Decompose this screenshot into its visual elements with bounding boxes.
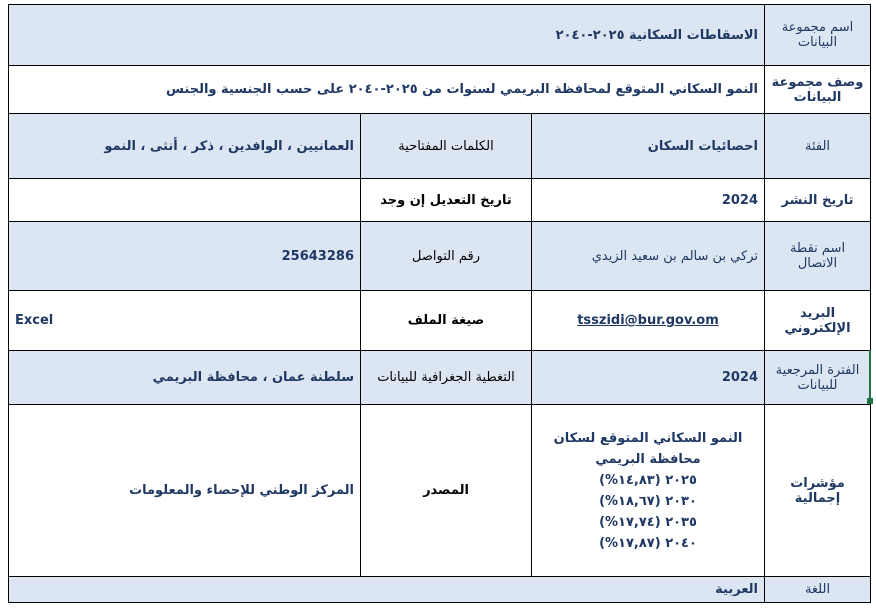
phone-value[interactable]: 25643286 bbox=[9, 222, 361, 291]
keywords-label[interactable]: الكلمات المفتاحية bbox=[361, 114, 532, 179]
row-language bbox=[9, 577, 871, 603]
dataset-name-value[interactable]: الاسقاطات السكانية ٢٠٢٥-٢٠٤٠ bbox=[9, 5, 765, 66]
row-indicators bbox=[9, 405, 871, 577]
selection-fill-handle[interactable] bbox=[867, 398, 873, 404]
modified-date-label[interactable]: تاريخ التعديل إن وجد bbox=[361, 179, 532, 222]
contact-name-label[interactable]: اسم نقطة الاتصال bbox=[765, 222, 871, 291]
geo-coverage-label[interactable]: التغطية الجغرافية للبيانات bbox=[361, 351, 532, 405]
language-value[interactable]: العربية bbox=[9, 577, 765, 603]
category-value[interactable]: احصائيات السكان bbox=[532, 114, 765, 179]
row-dataset-desc bbox=[9, 66, 871, 114]
language-label[interactable]: اللغة bbox=[765, 577, 871, 603]
email-label[interactable]: البريد الإلكتروني bbox=[765, 291, 871, 351]
period-label[interactable]: الفترة المرجعية للبيانات bbox=[765, 351, 871, 405]
phone-label[interactable]: رقم التواصل bbox=[361, 222, 532, 291]
source-value[interactable]: المركز الوطني للإحصاء والمعلومات bbox=[9, 405, 361, 577]
row-contact bbox=[9, 222, 871, 291]
metadata-table bbox=[8, 4, 871, 603]
file-format-label[interactable]: صيغة الملف bbox=[361, 291, 532, 351]
indicators-label[interactable]: مؤشرات إجمالية bbox=[765, 405, 871, 577]
geo-coverage-value[interactable]: سلطنة عمان ، محافظة البريمي bbox=[9, 351, 361, 405]
indicator-item: ٢٠٢٥ (١٤,٨٣%) bbox=[599, 472, 697, 488]
row-period bbox=[9, 351, 871, 405]
indicators-cell[interactable] bbox=[532, 405, 765, 577]
email-cell bbox=[532, 291, 765, 351]
keywords-value[interactable]: العمانيين ، الوافدين ، ذكر ، أنثى ، النمو bbox=[9, 114, 361, 179]
contact-name-value[interactable]: تركي بن سالم بن سعيد الزيدي bbox=[532, 222, 765, 291]
file-format-value[interactable]: Excel bbox=[9, 291, 361, 351]
category-label[interactable]: الفئة bbox=[765, 114, 871, 179]
email-link[interactable]: tsszidi@bur.gov.om bbox=[577, 313, 719, 328]
publish-date-value[interactable]: 2024 bbox=[532, 179, 765, 222]
indicator-item: ٢٠٤٠ (١٧,٨٧%) bbox=[599, 535, 697, 551]
indicator-item: ٢٠٣٠ (١٨,٦٧%) bbox=[599, 493, 697, 509]
row-publish-date bbox=[9, 179, 871, 222]
modified-date-value[interactable] bbox=[9, 179, 361, 222]
publish-date-label[interactable]: تاريخ النشر bbox=[765, 179, 871, 222]
dataset-desc-label[interactable]: وصف مجموعة البيانات bbox=[765, 66, 871, 114]
indicator-item: ٢٠٣٥ (١٧,٧٤%) bbox=[599, 514, 697, 530]
period-value[interactable]: 2024 bbox=[532, 351, 765, 405]
selection-border bbox=[869, 350, 871, 402]
row-category bbox=[9, 114, 871, 179]
indicators-title: النمو السكاني المتوقع لسكان محافظة البريمي bbox=[553, 430, 743, 467]
row-email bbox=[9, 291, 871, 351]
dataset-desc-value[interactable]: النمو السكاني المتوقع لمحافظة البريمي لسنوات من ٢٠٢٥-٢٠٤٠ على حسب الجنسية والجنس bbox=[9, 66, 765, 114]
dataset-name-label[interactable]: اسم مجموعة البيانات bbox=[765, 5, 871, 66]
row-dataset-name bbox=[9, 5, 871, 66]
source-label[interactable]: المصدر bbox=[361, 405, 532, 577]
